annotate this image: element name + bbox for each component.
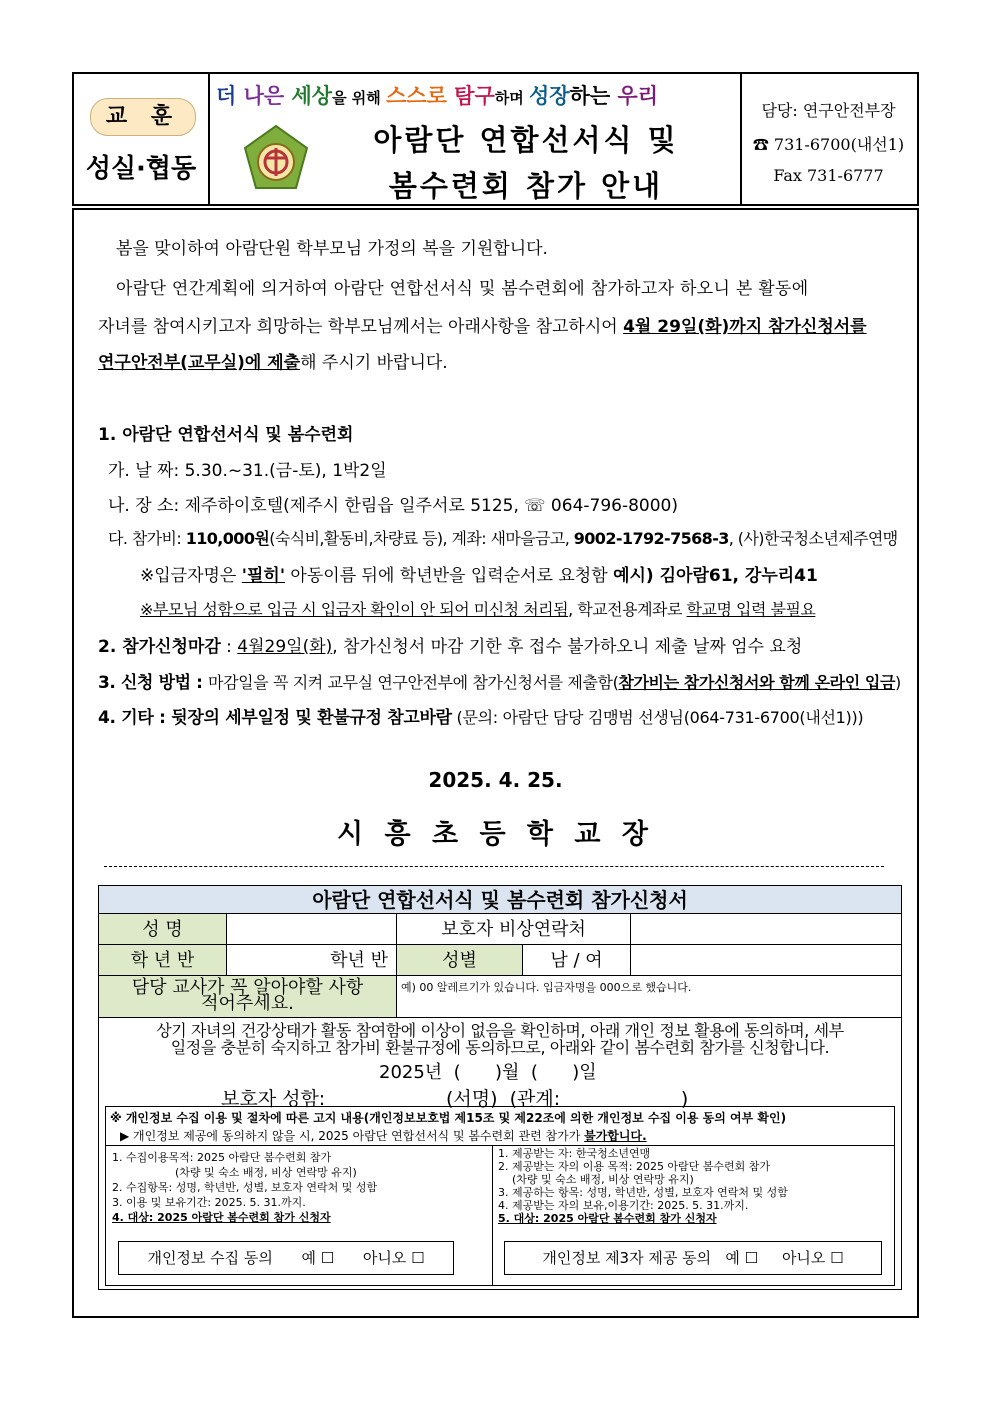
privacy-item: 3. 제공하는 항목: 성명, 학년반, 성별, 보호자 연락처 및 성함 bbox=[498, 1186, 788, 1199]
slogan-segment: 나은 bbox=[243, 84, 292, 108]
note-text: 아동이름 뒤에 학년반을 입력순서로 요청함 bbox=[285, 566, 614, 586]
section-1-fee bbox=[108, 526, 898, 549]
paragraph-text: 해 주시기 바랍니다. bbox=[300, 353, 448, 373]
slogan-segment: 하며 bbox=[494, 89, 529, 107]
contact-box bbox=[740, 74, 917, 204]
title-box bbox=[208, 74, 742, 204]
name-field[interactable] bbox=[227, 914, 397, 945]
divider bbox=[106, 1145, 894, 1146]
gender-label: 성별 bbox=[397, 945, 523, 976]
section-3-text: ) bbox=[895, 673, 901, 692]
privacy-title: ※ 개인정보 수집 이용 및 절차에 따른 고지 내용(개인정보보호법 제15조 및 제22조에 의한 개인정보 수집 이용 동의 여부 확인) bbox=[110, 1111, 787, 1125]
fee-amount: 110,000원 bbox=[185, 529, 270, 548]
gender-field[interactable]: 남 / 여 bbox=[523, 945, 631, 976]
teacher-note-example: 예) 00 알레르기가 있습니다. 입금자명을 000으로 했습니다. bbox=[401, 981, 692, 994]
deadline-highlight: 4월 29일(화)까지 참가신청서를 bbox=[623, 317, 867, 337]
note-1 bbox=[140, 561, 818, 586]
slogan-segment: 우리 bbox=[617, 84, 658, 108]
consent-line: 일정을 충분히 숙지하고 참가비 환불규정에 동의하므로, 아래와 같이 봄수련회 참가를 신청합니다. bbox=[170, 1038, 830, 1057]
privacy-item: 4. 대상: 2025 아람단 봄수련회 참가 신청자 bbox=[112, 1211, 331, 1224]
emergency-contact-field[interactable] bbox=[631, 914, 901, 945]
paragraph-line bbox=[98, 312, 867, 337]
section-3-title: 3. 신청 방법 : bbox=[98, 673, 209, 693]
slogan-segment: 세상 bbox=[291, 84, 333, 108]
contact-fax: Fax 731-6777 bbox=[773, 166, 884, 185]
left-privacy-items bbox=[112, 1150, 488, 1225]
collection-consent-checkbox-row[interactable]: 개인정보 수집 동의 예 ☐ 아니오 ☐ bbox=[118, 1241, 454, 1275]
guardian-signature-line[interactable]: 보호자 성함: (서명) (관계: ) bbox=[221, 1088, 689, 1110]
section-4 bbox=[98, 703, 863, 728]
account-number: 9002-1792-7568-3 bbox=[573, 529, 729, 548]
contact-phone: ☎ 731-6700(내선1) bbox=[752, 135, 905, 154]
issue-date: 2025. 4. 25. bbox=[428, 768, 563, 792]
teacher-note-field[interactable] bbox=[397, 976, 901, 1018]
fee-label: 다. 참가비: bbox=[108, 529, 186, 548]
consent-line: 상기 자녀의 건강상태가 활동 참여함에 이상이 없음을 확인하며, 아래 개인 정보 활용에 동의하며, 세부 bbox=[156, 1021, 844, 1040]
greeting: 봄을 맞이하여 아람단원 학부모님 가정의 복을 기원합니다. bbox=[116, 239, 548, 259]
teacher-note-label-line: 담당 교사가 꼭 알아야할 사항 bbox=[131, 977, 364, 998]
school-emblem-icon bbox=[240, 124, 312, 196]
contact-person: 담당: 연구안전부장 bbox=[761, 101, 896, 120]
slogan-segment: 더 bbox=[216, 84, 244, 108]
section-2 bbox=[98, 632, 802, 657]
paragraph-line: 아람단 연간계획에 의거하여 아람단 연합선서식 및 봄수련회에 참가하고자 하오니 본 활동에 bbox=[116, 279, 809, 299]
slogan-segment: 성장 bbox=[528, 84, 570, 108]
form-title: 아람단 연합선서식 및 봄수련회 참가신청서 bbox=[99, 886, 901, 914]
page-title-line2: 봄수련회 참가 안내 bbox=[388, 169, 664, 203]
section-1-place: 나. 장 소: 제주하이호텔(제주시 한림읍 일주서로 5125, ☏ 064-796-8000) bbox=[108, 496, 678, 516]
motto: 성실·협동 bbox=[85, 154, 197, 184]
section-3-text: 마감일을 꼭 지켜 교무실 연구안전부에 참가신청서를 제출함( bbox=[208, 673, 619, 692]
note-warning: ※부모님 성함으로 입금 시 입금자 확인이 안 되어 미신청 처리됨 bbox=[140, 600, 569, 619]
privacy-warning: 불가합니다. bbox=[584, 1129, 647, 1143]
slogan-segment: 하는 bbox=[569, 84, 618, 108]
account-holder: , (사)한국청소년제주연맹 bbox=[728, 529, 898, 548]
right-privacy-items bbox=[498, 1147, 888, 1225]
divider bbox=[492, 1145, 493, 1285]
letterhead bbox=[72, 72, 919, 206]
slogan-segment: 탐구 bbox=[454, 84, 495, 108]
emergency-contact-label: 보호자 비상연락처 bbox=[397, 914, 631, 945]
privacy-item: (차량 및 숙소 배정, 비상 연락망 유지) bbox=[112, 1166, 357, 1179]
separator: : bbox=[220, 637, 238, 657]
privacy-item: 2. 제공받는 자의 이용 목적: 2025 아람단 봄수련회 참가 bbox=[498, 1160, 771, 1173]
section-2-title: 2. 참가신청마감 bbox=[98, 637, 221, 657]
privacy-item: 5. 대상: 2025 아람단 봄수련회 참가 신청자 bbox=[498, 1212, 717, 1225]
class-field[interactable]: 학년 반 bbox=[227, 945, 397, 976]
consent-statement bbox=[99, 1022, 901, 1056]
slogan-segment: 스스로 bbox=[386, 84, 455, 108]
principal-signature: 시 흥 초 등 학 교 장 bbox=[337, 819, 654, 850]
page-title-line1: 아람단 연합선서식 및 bbox=[373, 123, 679, 157]
slogan-segment: 을 위해 bbox=[332, 89, 386, 107]
privacy-notice bbox=[105, 1106, 895, 1286]
application-date[interactable]: 2025년 ( )월 ( )일 bbox=[379, 1062, 597, 1083]
note-example: 예시) 김아람61, 강누리41 bbox=[613, 566, 818, 586]
class-label: 학 년 반 bbox=[99, 945, 227, 976]
teacher-note-label-line: 적어주세요. bbox=[201, 993, 294, 1014]
note-2 bbox=[140, 597, 815, 620]
application-form bbox=[98, 885, 902, 1290]
school-slogan bbox=[216, 80, 736, 110]
paragraph-line bbox=[98, 348, 448, 373]
privacy-subtitle bbox=[120, 1127, 647, 1144]
note-warning: 학교명 입력 불필요 bbox=[686, 600, 816, 619]
cut-line bbox=[104, 866, 884, 867]
motto-label: 교 훈 bbox=[90, 98, 196, 136]
paragraph-text: 자녀를 참여시키고자 희망하는 학부모님께서는 아래사항을 참고하시어 bbox=[98, 317, 624, 337]
section-3 bbox=[98, 668, 901, 693]
privacy-item: (차량 및 숙소 배정, 비상 연락망 유지) bbox=[498, 1173, 694, 1186]
name-label: 성 명 bbox=[99, 914, 227, 945]
privacy-item: 1. 제공받는 자: 한국청소년연맹 bbox=[498, 1147, 651, 1160]
submit-place-highlight: 연구안전부(교무실)에 제출 bbox=[98, 353, 301, 373]
privacy-item: 3. 이용 및 보유기간: 2025. 5. 31.까지. bbox=[112, 1196, 306, 1209]
deadline-date: 4월29일(화) bbox=[237, 637, 333, 657]
blank-cell bbox=[631, 945, 901, 976]
privacy-item: 4. 제공받는 자의 보유,이용기간: 2025. 5. 31.까지. bbox=[498, 1199, 749, 1212]
note-text: , 학교전용계좌로 bbox=[568, 600, 687, 619]
section-2-text: , 참가신청서 마감 기한 후 접수 불가하오니 제출 날짜 엄수 요청 bbox=[332, 637, 803, 657]
teacher-note-label bbox=[99, 976, 397, 1018]
note-text: ※입금자명은 bbox=[140, 566, 242, 586]
privacy-item: 2. 수집항목: 성명, 학년반, 성별, 보호자 연락처 및 성함 bbox=[112, 1181, 378, 1194]
note-emphasis: '필히' bbox=[241, 566, 286, 586]
section-3-emphasis: 참가비는 참가신청서와 함께 온라인 입금 bbox=[618, 673, 896, 692]
privacy-subtitle-text: ▶ 개인정보 제공에 동의하지 않을 시, 2025 아람단 연합선서식 및 봄수련회 관련 참가가 bbox=[120, 1129, 585, 1143]
section-4-title: 4. 기타 : 뒷장의 세부일정 및 환불규정 참고바람 bbox=[98, 708, 452, 728]
section-1-date: 가. 날 짜: 5.30.~31.(금-토), 1박2일 bbox=[108, 461, 387, 481]
motto-box bbox=[74, 74, 210, 204]
third-party-consent-checkbox-row[interactable]: 개인정보 제3자 제공 동의 예 ☐ 아니오 ☐ bbox=[504, 1241, 882, 1275]
privacy-item: 1. 수집이용목적: 2025 아람단 봄수련회 참가 bbox=[112, 1151, 332, 1164]
fee-desc: (숙식비,활동비,차량료 등), 계좌: 새마을금고, bbox=[269, 529, 574, 548]
section-4-text: (문의: 아람단 담당 김맹범 선생님(064-731-6700(내선1))) bbox=[451, 708, 864, 727]
section-1-title: 1. 아람단 연합선서식 및 봄수련회 bbox=[98, 425, 354, 445]
